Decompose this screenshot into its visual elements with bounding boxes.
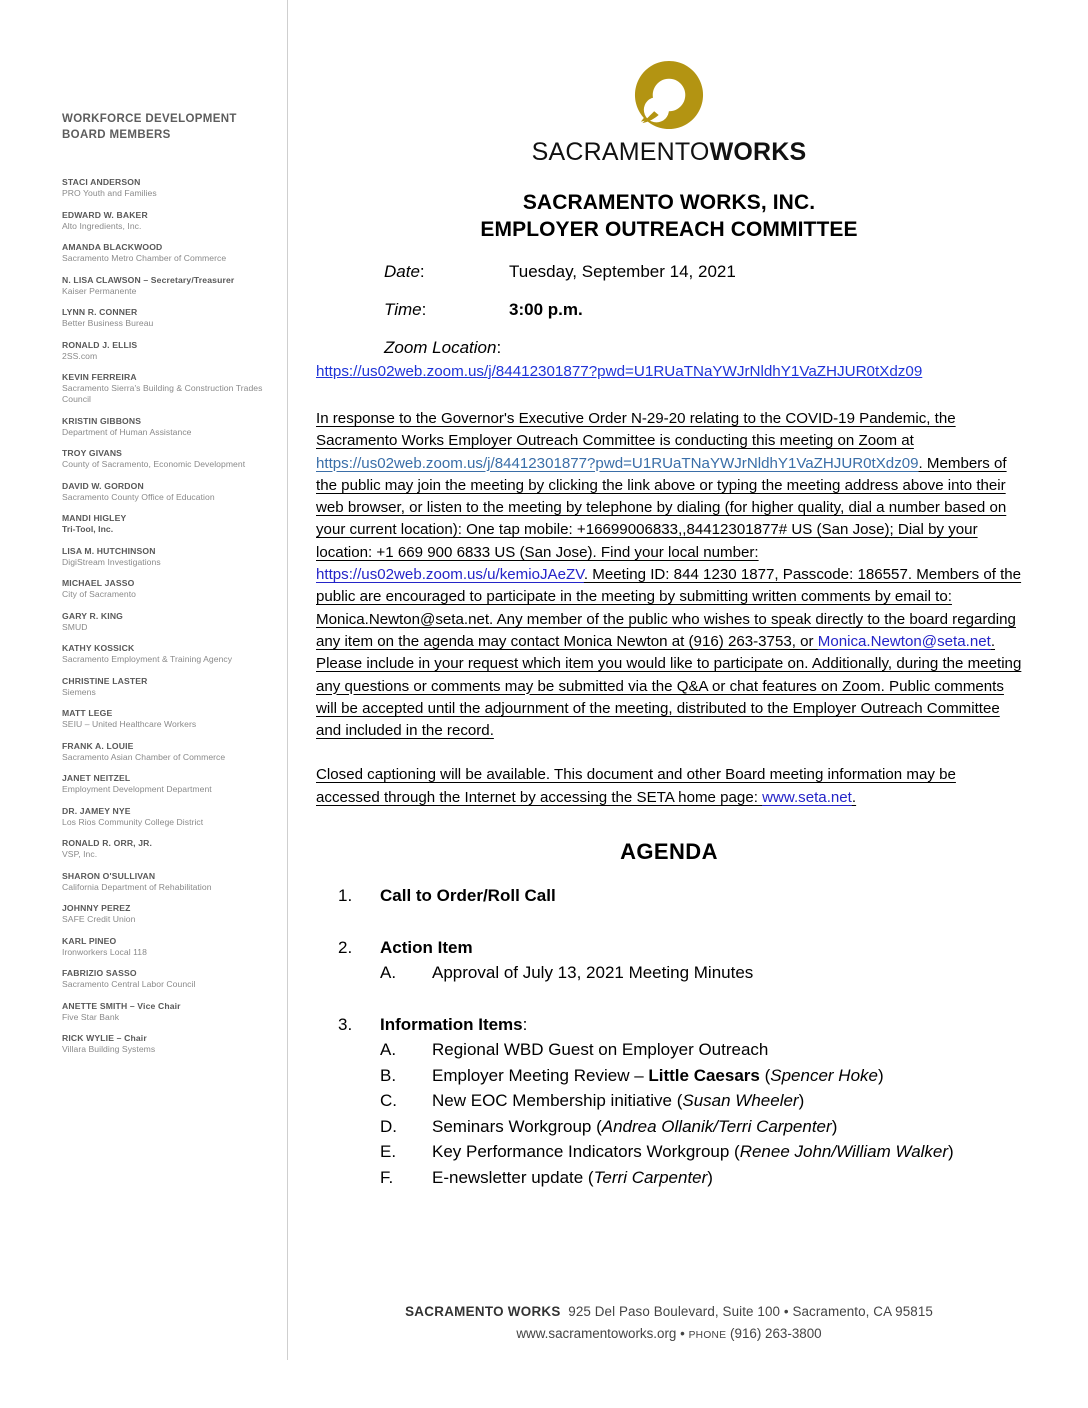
board-member <box>62 275 280 297</box>
agenda-item <box>338 883 1022 909</box>
board-members-list <box>62 177 280 1055</box>
sidebar-heading: WORKFORCE DEVELOPMENT BOARD MEMBERS <box>62 113 237 141</box>
board-member-org: 2SS.com <box>62 350 98 361</box>
zoom-meeting-link[interactable]: https://us02web.zoom.us/j/84412301877?pwd=U1RUaTNaYWJrNldhY1VaZHJUR0tXdz09 <box>316 363 923 380</box>
agenda-subitem-text: Seminars Workgroup (Andrea Ollanik/Terri Carpenter) <box>432 1116 838 1136</box>
agenda-item <box>338 935 1022 961</box>
board-member <box>62 773 280 795</box>
board-member-org: Sacramento Sierra's Building & Construction Trades Council <box>62 383 263 404</box>
board-member <box>62 416 280 438</box>
title-line-1: SACRAMENTO WORKS, INC. <box>522 191 816 214</box>
board-member <box>62 242 280 264</box>
board-member-org: Sacramento Metro Chamber of Commerce <box>62 253 227 263</box>
title-line-2: EMPLOYER OUTREACH COMMITTEE <box>480 217 858 241</box>
board-member-name: KRISTIN GIBBONS <box>62 415 142 426</box>
meta-row-date <box>384 261 1022 283</box>
board-member <box>62 372 280 405</box>
agenda-item-number: 2. <box>338 937 353 957</box>
footer-phone-label: PHONE <box>688 1330 727 1341</box>
agenda-subitem-text: Regional WBD Guest on Employer Outreach <box>432 1040 769 1060</box>
zoom-location-url-line <box>316 361 1022 382</box>
board-member-org: SEIU – United Healthcare Workers <box>62 719 197 729</box>
footer-org-name: SACRAMENTO WORKS <box>405 1304 561 1319</box>
agenda-item-title: Action Item <box>380 937 473 957</box>
board-member-org: SAFE Credit Union <box>62 914 136 924</box>
page-title <box>316 190 1022 243</box>
agenda-subitem-list <box>338 960 1022 986</box>
board-member-name: AMANDA BLACKWOOD <box>62 242 163 252</box>
board-member-name: LYNN R. CONNER <box>62 307 138 317</box>
board-member-org: Villara Building Systems <box>62 1044 156 1054</box>
board-member-org: Department of Human Assistance <box>62 426 192 437</box>
board-member <box>62 871 280 893</box>
footer-address: 925 Del Paso Boulevard, Suite 100 • Sacramento, CA 95815 <box>568 1304 933 1319</box>
board-member-org: Tri-Tool, Inc. <box>62 524 114 534</box>
agenda-subitem-letter: F. <box>380 1167 394 1187</box>
agenda-subitem-text: E-newsletter update (Terri Carpenter) <box>432 1167 713 1187</box>
agenda-item-title: Information Items <box>380 1014 523 1034</box>
agenda-item-title-wrap <box>380 883 556 909</box>
board-member-name: RONALD R. ORR, JR. <box>62 838 153 848</box>
agenda-subitem <box>380 1088 1022 1114</box>
zoom-meeting-link-inline[interactable]: https://us02web.zoom.us/j/84412301877?pwd=U1RUaTNaYWJrNldhY1VaZHJUR0tXdz09 <box>316 454 919 472</box>
agenda-subitem-list <box>338 1037 1022 1190</box>
agenda-subitem <box>380 960 1022 986</box>
agenda-item-title-wrap <box>380 1012 527 1038</box>
agenda-spacer <box>338 909 1022 935</box>
logo-wordmark <box>316 138 1022 166</box>
board-member-name: ANETTE SMITH – Vice Chair <box>62 1000 181 1011</box>
board-member <box>62 546 280 568</box>
captioning-paragraph <box>316 764 1022 809</box>
board-member-org: Sacramento Central Labor Council <box>62 979 196 989</box>
board-member <box>62 307 280 329</box>
board-member-name: LISA M. HUTCHINSON <box>62 545 156 556</box>
footer-phone: (916) 263-3800 <box>730 1326 822 1341</box>
agenda-subitem-text: Approval of July 13, 2021 Meeting Minutes <box>432 963 754 983</box>
zoom-local-number-link[interactable]: https://us02web.zoom.us/u/kemioJAeZV <box>316 566 584 584</box>
board-member-org: City of Sacramento <box>62 589 136 599</box>
agenda-list <box>316 883 1022 1190</box>
sacramento-works-ring-logo <box>632 58 706 132</box>
board-member-name: RICK WYLIE – Chair <box>62 1033 147 1043</box>
board-member-name: FRANK A. LOUIE <box>62 740 134 751</box>
board-member-org: California Department of Rehabilitation <box>62 881 212 892</box>
board-member-name: DR. JAMEY NYE <box>62 805 131 816</box>
board-member-name: MANDI HIGLEY <box>62 513 127 523</box>
date-label: Date: <box>384 262 425 281</box>
date-value: Tuesday, September 14, 2021 <box>509 262 736 281</box>
agenda-subitem-letter: E. <box>380 1142 397 1162</box>
agenda-subitem-letter: A. <box>380 963 397 983</box>
board-member <box>62 481 280 503</box>
notice-text-c: . Meeting ID: 844 1230 1877, Passcode: 186557. Members of the public are encouraged to participate in the meeting by submitting written comments by email to: Monica.Newton@seta.net. Any member of the public who wishes to speak directly to the board regarding any item on the agenda may contact Monica Newton at (916) 263-3753, or <box>316 566 1022 650</box>
board-member-org: Employment Development Department <box>62 784 212 794</box>
board-member <box>62 177 280 199</box>
board-members-sidebar <box>62 112 280 1066</box>
board-member-org: Siemens <box>62 686 96 697</box>
board-member-org: Alto Ingredients, Inc. <box>62 220 142 231</box>
board-member <box>62 1001 280 1023</box>
board-member <box>62 968 280 990</box>
agenda-subitem <box>380 1165 1022 1191</box>
page-footer <box>316 1302 1022 1345</box>
board-member-org: Sacramento County Office of Education <box>62 491 215 502</box>
board-member <box>62 1033 280 1055</box>
agenda-item <box>338 1012 1022 1038</box>
notice-text-d: . Please include in your request which item you would like to participate on. Additionally, during the meeting any questions or comments may be submitted via the Q&A or chat features on Zoom. Public comments will be accepted until the adjournment of the meeting, distributed to the Employer Outreach Committee and included in the record. <box>316 632 1022 740</box>
footer-address-line <box>316 1302 1022 1321</box>
agenda-item-number: 3. <box>338 1014 353 1034</box>
agenda-subitem-text: Employer Meeting Review – Little Caesars (Spencer Hoke) <box>432 1065 884 1085</box>
board-member-name: FABRIZIO SASSO <box>62 968 137 978</box>
captioning-text-a: Closed captioning will be available. This document and other Board meeting information may be accessed through the Internet by accessing the SETA home page: <box>316 766 956 806</box>
agenda-item-title: Call to Order/Roll Call <box>380 886 556 906</box>
notice-text-b: . Members of the public may join the meeting by clicking the link above or typing the meeting address above into their web browser, or listen to the meeting by telephone by dialing (for higher quality, dial a number based on your current location): One tap mobile: +16699006833,,84412301877# US (San Jose); Dial by your location: +1 669 900 6833 US (San Jose). Find your local number: <box>316 454 1007 561</box>
agenda-subitem-letter: A. <box>380 1040 397 1060</box>
agenda-subitem-letter: B. <box>380 1065 397 1085</box>
board-member-name: JANET NEITZEL <box>62 773 131 783</box>
board-member <box>62 578 280 600</box>
logo-block <box>316 0 1022 166</box>
board-member-name: GARY R. KING <box>62 610 124 621</box>
board-member <box>62 611 280 633</box>
footer-contact-line <box>316 1324 1022 1345</box>
board-member-name: JOHNNY PEREZ <box>62 903 131 913</box>
time-value: 3:00 p.m. <box>509 300 583 319</box>
board-member <box>62 676 280 698</box>
agenda-subitem <box>380 1037 1022 1063</box>
agenda-item-title-suffix: : <box>522 1014 528 1034</box>
footer-bullet-icon: • <box>680 1326 685 1341</box>
board-member-name: EDWARD W. BAKER <box>62 209 148 220</box>
board-member-name: MATT LEGE <box>62 708 113 718</box>
board-member <box>62 741 280 763</box>
board-member-name: N. LISA CLAWSON – Secretary/Treasurer <box>62 274 235 285</box>
agenda-item-number: 1. <box>338 886 353 906</box>
main-content <box>316 0 1022 1190</box>
notice-text-a: In response to the Governor's Executive Order N-29-20 relating to the COVID-19 Pandemic, the Sacramento Works Employer Outreach Committee is conducting this meeting on Zoom at <box>316 410 956 450</box>
captioning-text-b: . <box>851 788 857 806</box>
board-member-org: VSP, Inc. <box>62 849 98 859</box>
board-member-name: MICHAEL JASSO <box>62 578 135 588</box>
agenda-subitem-letter: D. <box>380 1116 397 1136</box>
board-member-name: DAVID W. GORDON <box>62 480 144 491</box>
board-member <box>62 340 280 362</box>
board-member-org: Sacramento Asian Chamber of Commerce <box>62 751 226 762</box>
board-member-org: SMUD <box>62 621 88 632</box>
board-member-org: Five Star Bank <box>62 1011 120 1022</box>
agenda-subitem-text: Key Performance Indicators Workgroup (Renee John/William Walker) <box>432 1142 954 1162</box>
meta-row-time <box>384 299 1022 321</box>
board-member-name: KEVIN FERREIRA <box>62 372 137 382</box>
column-divider <box>287 0 288 1360</box>
covid-notice-paragraph <box>316 408 1022 742</box>
agenda-subitem-text: New EOC Membership initiative (Susan Wheeler) <box>432 1091 805 1111</box>
board-member <box>62 903 280 925</box>
board-member <box>62 643 280 665</box>
board-member-name: STACI ANDERSON <box>62 177 141 187</box>
board-member <box>62 708 280 730</box>
zoom-location-label: Zoom Location: <box>384 338 502 357</box>
board-member <box>62 806 280 828</box>
board-member-name: KARL PINEO <box>62 935 117 946</box>
agenda-subitem <box>380 1139 1022 1165</box>
board-member <box>62 448 280 470</box>
board-member <box>62 513 280 535</box>
board-member-org: Sacramento Employment & Training Agency <box>62 654 233 664</box>
board-member-org: PRO Youth and Families <box>62 188 157 198</box>
board-member-name: KATHY KOSSICK <box>62 643 135 653</box>
meeting-meta <box>316 261 1022 321</box>
board-member-name: TROY GIVANS <box>62 448 123 458</box>
board-member-name: SHARON O'SULLIVAN <box>62 870 156 881</box>
board-member-name: CHRISTINE LASTER <box>62 675 148 686</box>
logo-word-bold: WORKS <box>709 138 807 166</box>
board-member-org: County of Sacramento, Economic Development <box>62 459 246 469</box>
agenda-subitem <box>380 1063 1022 1089</box>
board-member <box>62 936 280 958</box>
board-member-org: DigiStream Investigations <box>62 556 161 567</box>
contact-email-link[interactable]: Monica.Newton@seta.net <box>817 632 991 650</box>
agenda-subitem-letter: C. <box>380 1091 397 1111</box>
board-member-name: RONALD J. ELLIS <box>62 339 138 350</box>
agenda-subitem <box>380 1114 1022 1140</box>
agenda-spacer <box>338 986 1022 1012</box>
agenda-heading: AGENDA <box>620 839 718 865</box>
seta-home-link[interactable]: www.seta.net <box>762 788 852 806</box>
agenda-item-title-wrap <box>380 935 473 961</box>
logo-word-light: SACRAMENTO <box>531 138 710 166</box>
board-member-org: Better Business Bureau <box>62 318 154 328</box>
time-label: Time: <box>384 300 427 319</box>
board-member <box>62 838 280 860</box>
board-member-org: Kaiser Permanente <box>62 285 137 296</box>
footer-website: www.sacramentoworks.org <box>516 1326 677 1341</box>
board-member-org: Ironworkers Local 118 <box>62 946 147 957</box>
board-member-org: Los Rios Community College District <box>62 816 204 827</box>
board-member <box>62 210 280 232</box>
